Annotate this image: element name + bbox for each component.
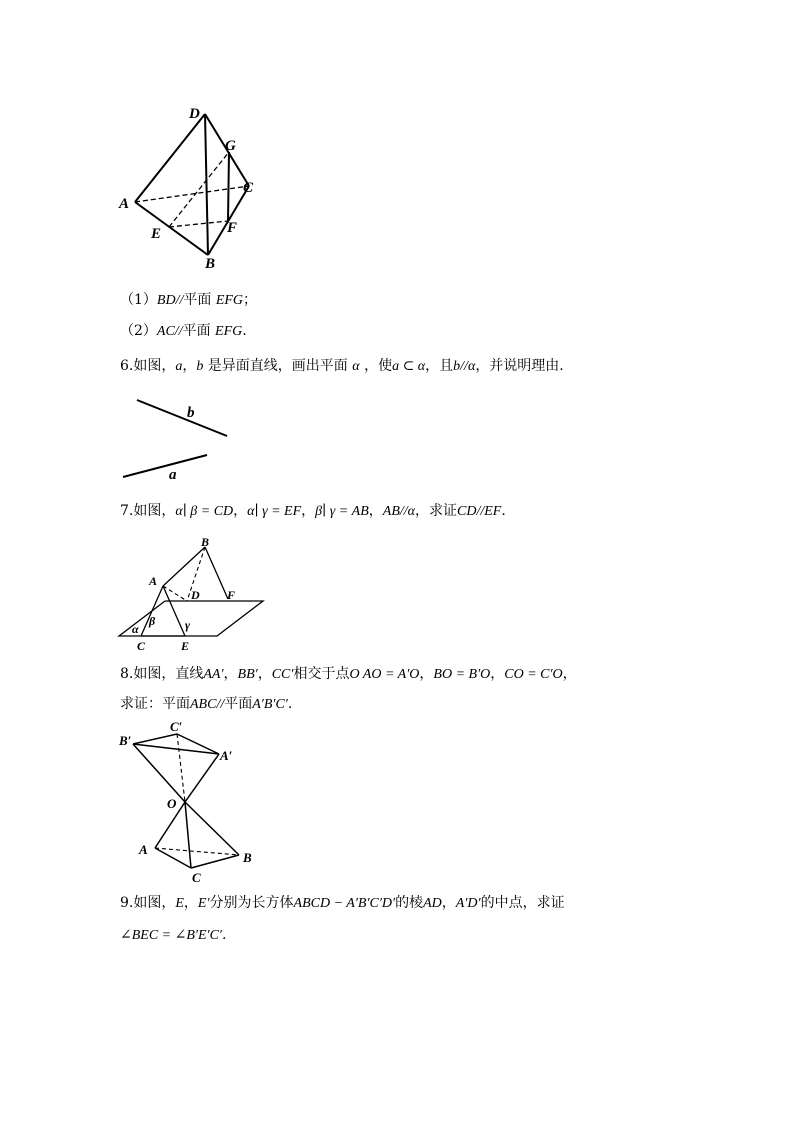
figure-two-triangles [115, 718, 265, 888]
label-alpha: α [132, 622, 139, 636]
line-b [137, 400, 227, 436]
question-8-line-2: 求证：平面ABC//平面A′B′C′. [120, 696, 293, 712]
label-f: F [227, 220, 238, 236]
label-line-a: a [169, 467, 177, 483]
line-bp-o [133, 744, 185, 802]
label-g: G [225, 138, 236, 154]
figure-tetrahedron [115, 100, 275, 275]
question-9-line-2: ∠BEC = ∠B′E′C′. [120, 927, 227, 943]
question-8-line-1: 8.如图，直线AA′，BB′，CC′相交于点O AO = A′O，BO = B′O，CO = C′O， [120, 666, 577, 682]
label-d: D [189, 106, 200, 122]
label-a-prime: A′ [220, 748, 233, 763]
question-9-line-1: 9.如图，E，E′分别为长方体ABCD − A′B′C′D′的棱AD，A′D′的中点，求证 [120, 895, 565, 911]
label-gamma: γ [185, 618, 190, 632]
question-7: 7.如图，α∣ β = CD，α∣ γ = EF，β∣ γ = AB，AB//α，求证CD//EF. [120, 503, 506, 519]
label-line-b: b [187, 405, 195, 421]
label-b: B [205, 256, 216, 272]
label-f: F [227, 588, 236, 602]
label-e: E [151, 226, 162, 242]
line-o-c [185, 802, 191, 868]
dashed-a-b [155, 848, 239, 855]
label-beta: β [149, 614, 156, 628]
label-b: B [201, 535, 210, 549]
dashed-ac [135, 186, 249, 202]
triangle-top [133, 734, 219, 754]
edge-ac [141, 586, 163, 636]
sub-question-2: （2）AC//平面 EFG. [120, 323, 247, 339]
label-o: O [167, 796, 177, 811]
label-b: B [243, 850, 252, 865]
sub-question-1: （1）BD//平面 EFG； [120, 292, 258, 308]
label-b-prime: B′ [119, 733, 132, 748]
label-e: E [181, 639, 190, 653]
edge-da [135, 114, 205, 202]
label-c: C [243, 180, 254, 196]
edge-ab [135, 202, 208, 255]
line-c-b [191, 855, 239, 868]
question-6: 6.如图，a，b 是异面直线，画出平面 α ，使a ⊂ α，且b//α，并说明理由. [120, 358, 564, 374]
label-a: A [139, 842, 148, 857]
label-c-prime: C′ [170, 719, 183, 734]
edge-db [205, 114, 208, 255]
line-o-b [185, 802, 239, 855]
label-a: A [119, 196, 130, 212]
label-a: A [149, 574, 158, 588]
edge-ab [163, 547, 205, 586]
line-ap-o [185, 754, 219, 802]
label-d: D [191, 588, 200, 602]
segment-gf [228, 152, 229, 221]
plane-alpha [119, 601, 263, 636]
line-a [123, 455, 207, 477]
dashed-ef [169, 221, 228, 227]
dashed-eg [169, 152, 229, 227]
label-c: C [192, 870, 201, 885]
figure-skew-lines [115, 390, 245, 485]
edge-ae [163, 586, 185, 636]
edge-bf [205, 547, 228, 599]
figure-three-planes [115, 533, 270, 658]
dashed-cp-o [177, 734, 185, 802]
label-c: C [137, 639, 146, 653]
